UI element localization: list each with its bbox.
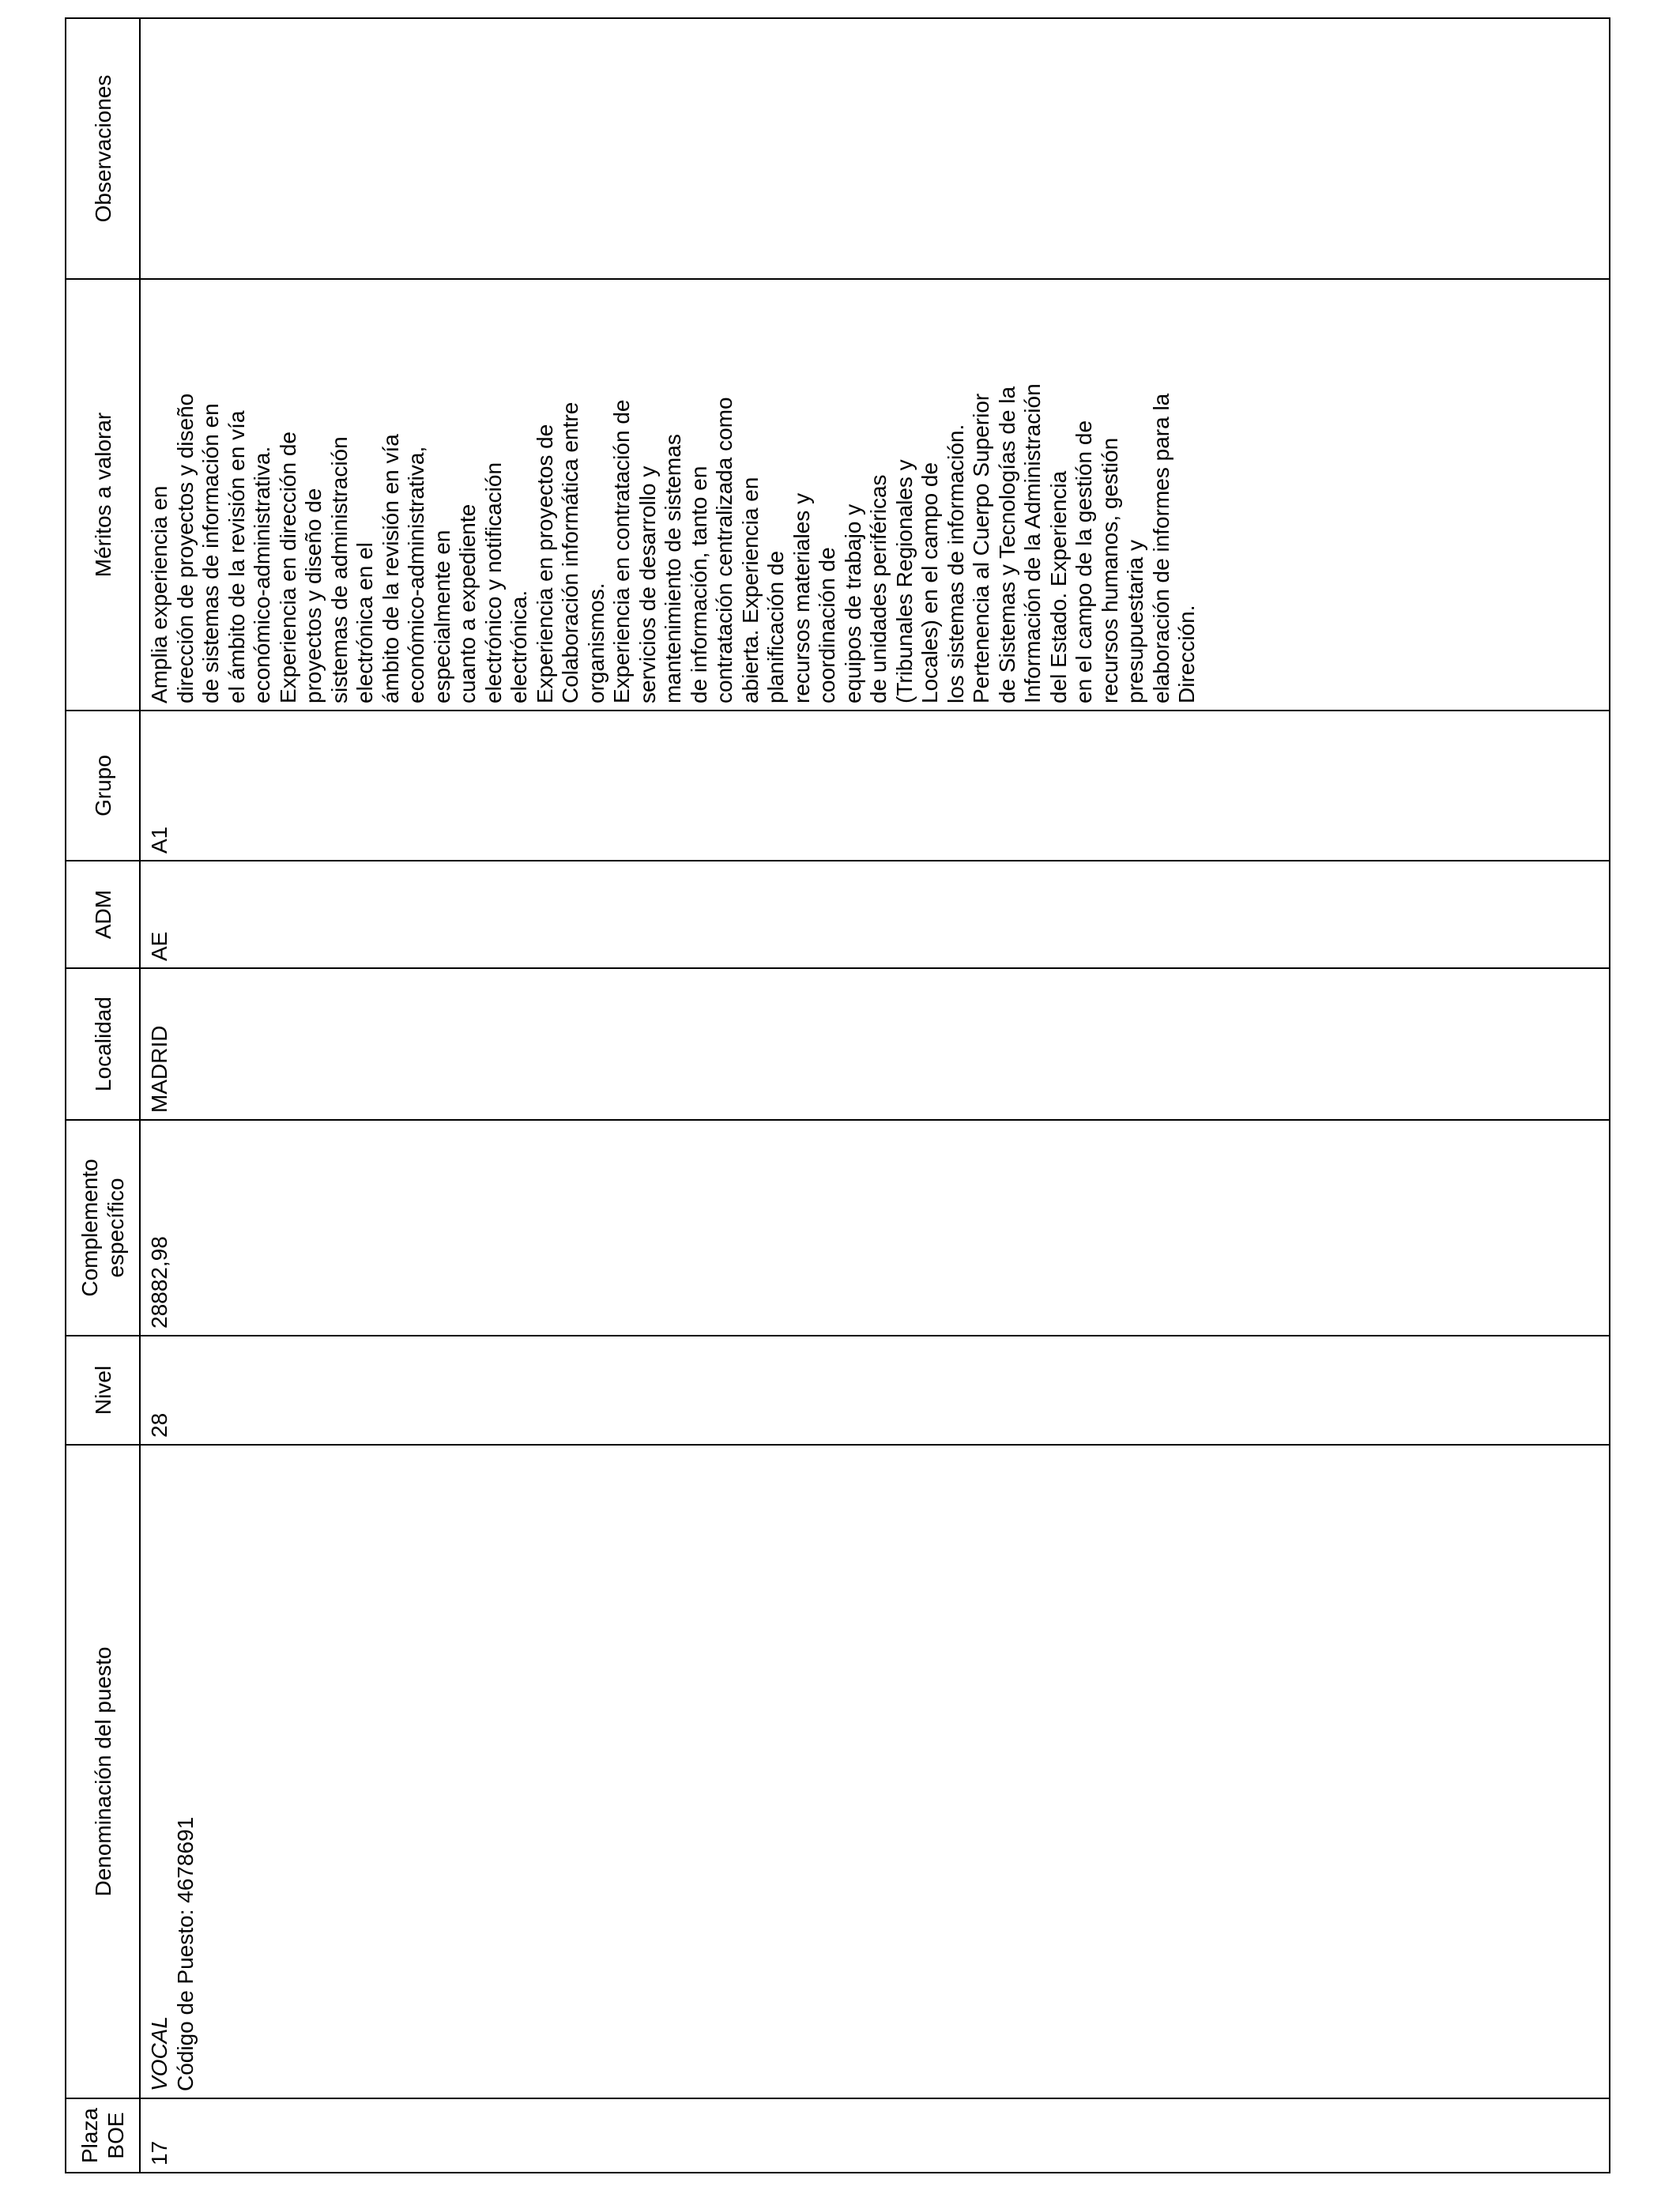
header-complemento <box>66 1120 140 1336</box>
meritos-line: de unidades periféricas <box>866 474 891 703</box>
header-nivel-label: Nivel <box>90 1365 115 1416</box>
meritos-line: del Estado. Experiencia <box>1045 470 1071 703</box>
meritos-line: Experiencia en contratación de <box>609 399 634 703</box>
cell-adm <box>140 861 1610 968</box>
meritos-line: Pertenencia al Cuerpo Superior <box>969 393 993 703</box>
header-plaza-boe-label: Plaza BOE <box>77 2107 128 2164</box>
grupo-value: A1 <box>147 826 171 854</box>
cell-meritos <box>140 279 1610 711</box>
header-plaza-boe <box>66 2098 140 2173</box>
header-meritos <box>66 279 140 711</box>
meritos-line: dirección de proyectos y diseño <box>172 393 198 703</box>
meritos-line: electrónico y notificación <box>480 462 506 703</box>
meritos-line: servicios de desarrollo y <box>635 466 660 703</box>
complemento-value: 28882,98 <box>147 1236 171 1329</box>
meritos-line: económico-administrativa, <box>404 446 428 703</box>
meritos-line: económico-administrativa. <box>250 446 274 703</box>
meritos-line: los sistemas de información. <box>943 424 968 703</box>
meritos-line: Amplia experiencia en <box>147 485 171 703</box>
header-denominacion-label: Denominación del puesto <box>90 1646 115 1897</box>
plaza-boe-value: 17 <box>147 2140 171 2166</box>
meritos-line: coordinación de <box>815 547 839 703</box>
cell-localidad <box>140 968 1610 1120</box>
meritos-line: elaboración de informes para la <box>1148 393 1173 703</box>
adm-value: AE <box>147 931 171 961</box>
header-observaciones-label: Observaciones <box>90 74 115 223</box>
meritos-line: abierta. Experiencia en <box>737 477 763 703</box>
meritos-line: de Sistemas y Tecnologías de la <box>994 386 1019 703</box>
header-observaciones <box>66 18 140 279</box>
meritos-line: contratación centralizada como <box>712 397 736 703</box>
cell-observaciones <box>140 18 1610 279</box>
puestos-table <box>65 17 1610 2173</box>
meritos-line: sistemas de administración <box>326 436 352 703</box>
meritos-line: (Tribunales Regionales y <box>891 459 917 703</box>
header-localidad-label: Localidad <box>90 997 115 1091</box>
localidad-value: MADRID <box>147 1025 171 1113</box>
header-adm <box>66 861 140 968</box>
cell-grupo <box>140 711 1610 861</box>
cell-denominacion <box>140 1445 1610 2098</box>
meritos-line: recursos humanos, gestión <box>1097 437 1122 703</box>
denominacion-code: Código de Puesto: 4678691 <box>172 1816 198 2091</box>
meritos-text <box>147 288 1200 703</box>
header-complemento-label: Complemento específico <box>77 1159 128 1297</box>
meritos-line: Dirección. <box>1174 605 1199 703</box>
cell-plaza-boe <box>140 2098 1610 2173</box>
cell-nivel <box>140 1336 1610 1445</box>
header-localidad <box>66 968 140 1120</box>
header-meritos-label: Méritos a valorar <box>90 412 115 578</box>
meritos-line: de sistemas de información en <box>198 403 223 703</box>
meritos-line: cuanto a expediente <box>455 503 480 703</box>
meritos-line: Información de la Administración <box>1020 383 1045 703</box>
header-denominacion <box>66 1445 140 2098</box>
rotated-page <box>65 19 1610 2173</box>
meritos-line: mantenimiento de sistemas <box>661 434 685 703</box>
table-row <box>140 18 1610 2173</box>
meritos-line: organismos. <box>583 582 608 703</box>
header-grupo <box>66 711 140 861</box>
meritos-line: Colaboración informática entre <box>558 401 582 703</box>
header-adm-label: ADM <box>90 889 115 940</box>
meritos-line: de información, tanto en <box>686 466 711 703</box>
meritos-line: planificación de <box>763 550 788 703</box>
cell-complemento <box>140 1120 1610 1336</box>
header-nivel <box>66 1336 140 1445</box>
meritos-line: electrónica. <box>507 590 531 703</box>
meritos-line: recursos materiales y <box>789 492 814 703</box>
meritos-line: presupuestaria y <box>1123 539 1147 703</box>
meritos-line: Locales) en el campo de <box>917 462 942 703</box>
meritos-line: el ámbito de la revisión en vía <box>224 410 249 703</box>
meritos-line: especialmente en <box>429 530 454 703</box>
header-grupo-label: Grupo <box>90 755 115 816</box>
header-row <box>66 18 140 2173</box>
meritos-line: electrónica en el <box>352 542 377 703</box>
meritos-line: Experiencia en dirección de <box>275 432 300 703</box>
denominacion-title: VOCAL <box>147 2016 171 2091</box>
meritos-line: equipos de trabajo y <box>840 503 865 703</box>
meritos-line: proyectos y diseño de <box>301 488 326 703</box>
meritos-line: ámbito de la revisión en vía <box>378 434 403 703</box>
meritos-line: en el campo de la gestión de <box>1072 420 1096 703</box>
meritos-line: Experiencia en proyectos de <box>532 424 557 703</box>
nivel-value: 28 <box>147 1412 171 1438</box>
